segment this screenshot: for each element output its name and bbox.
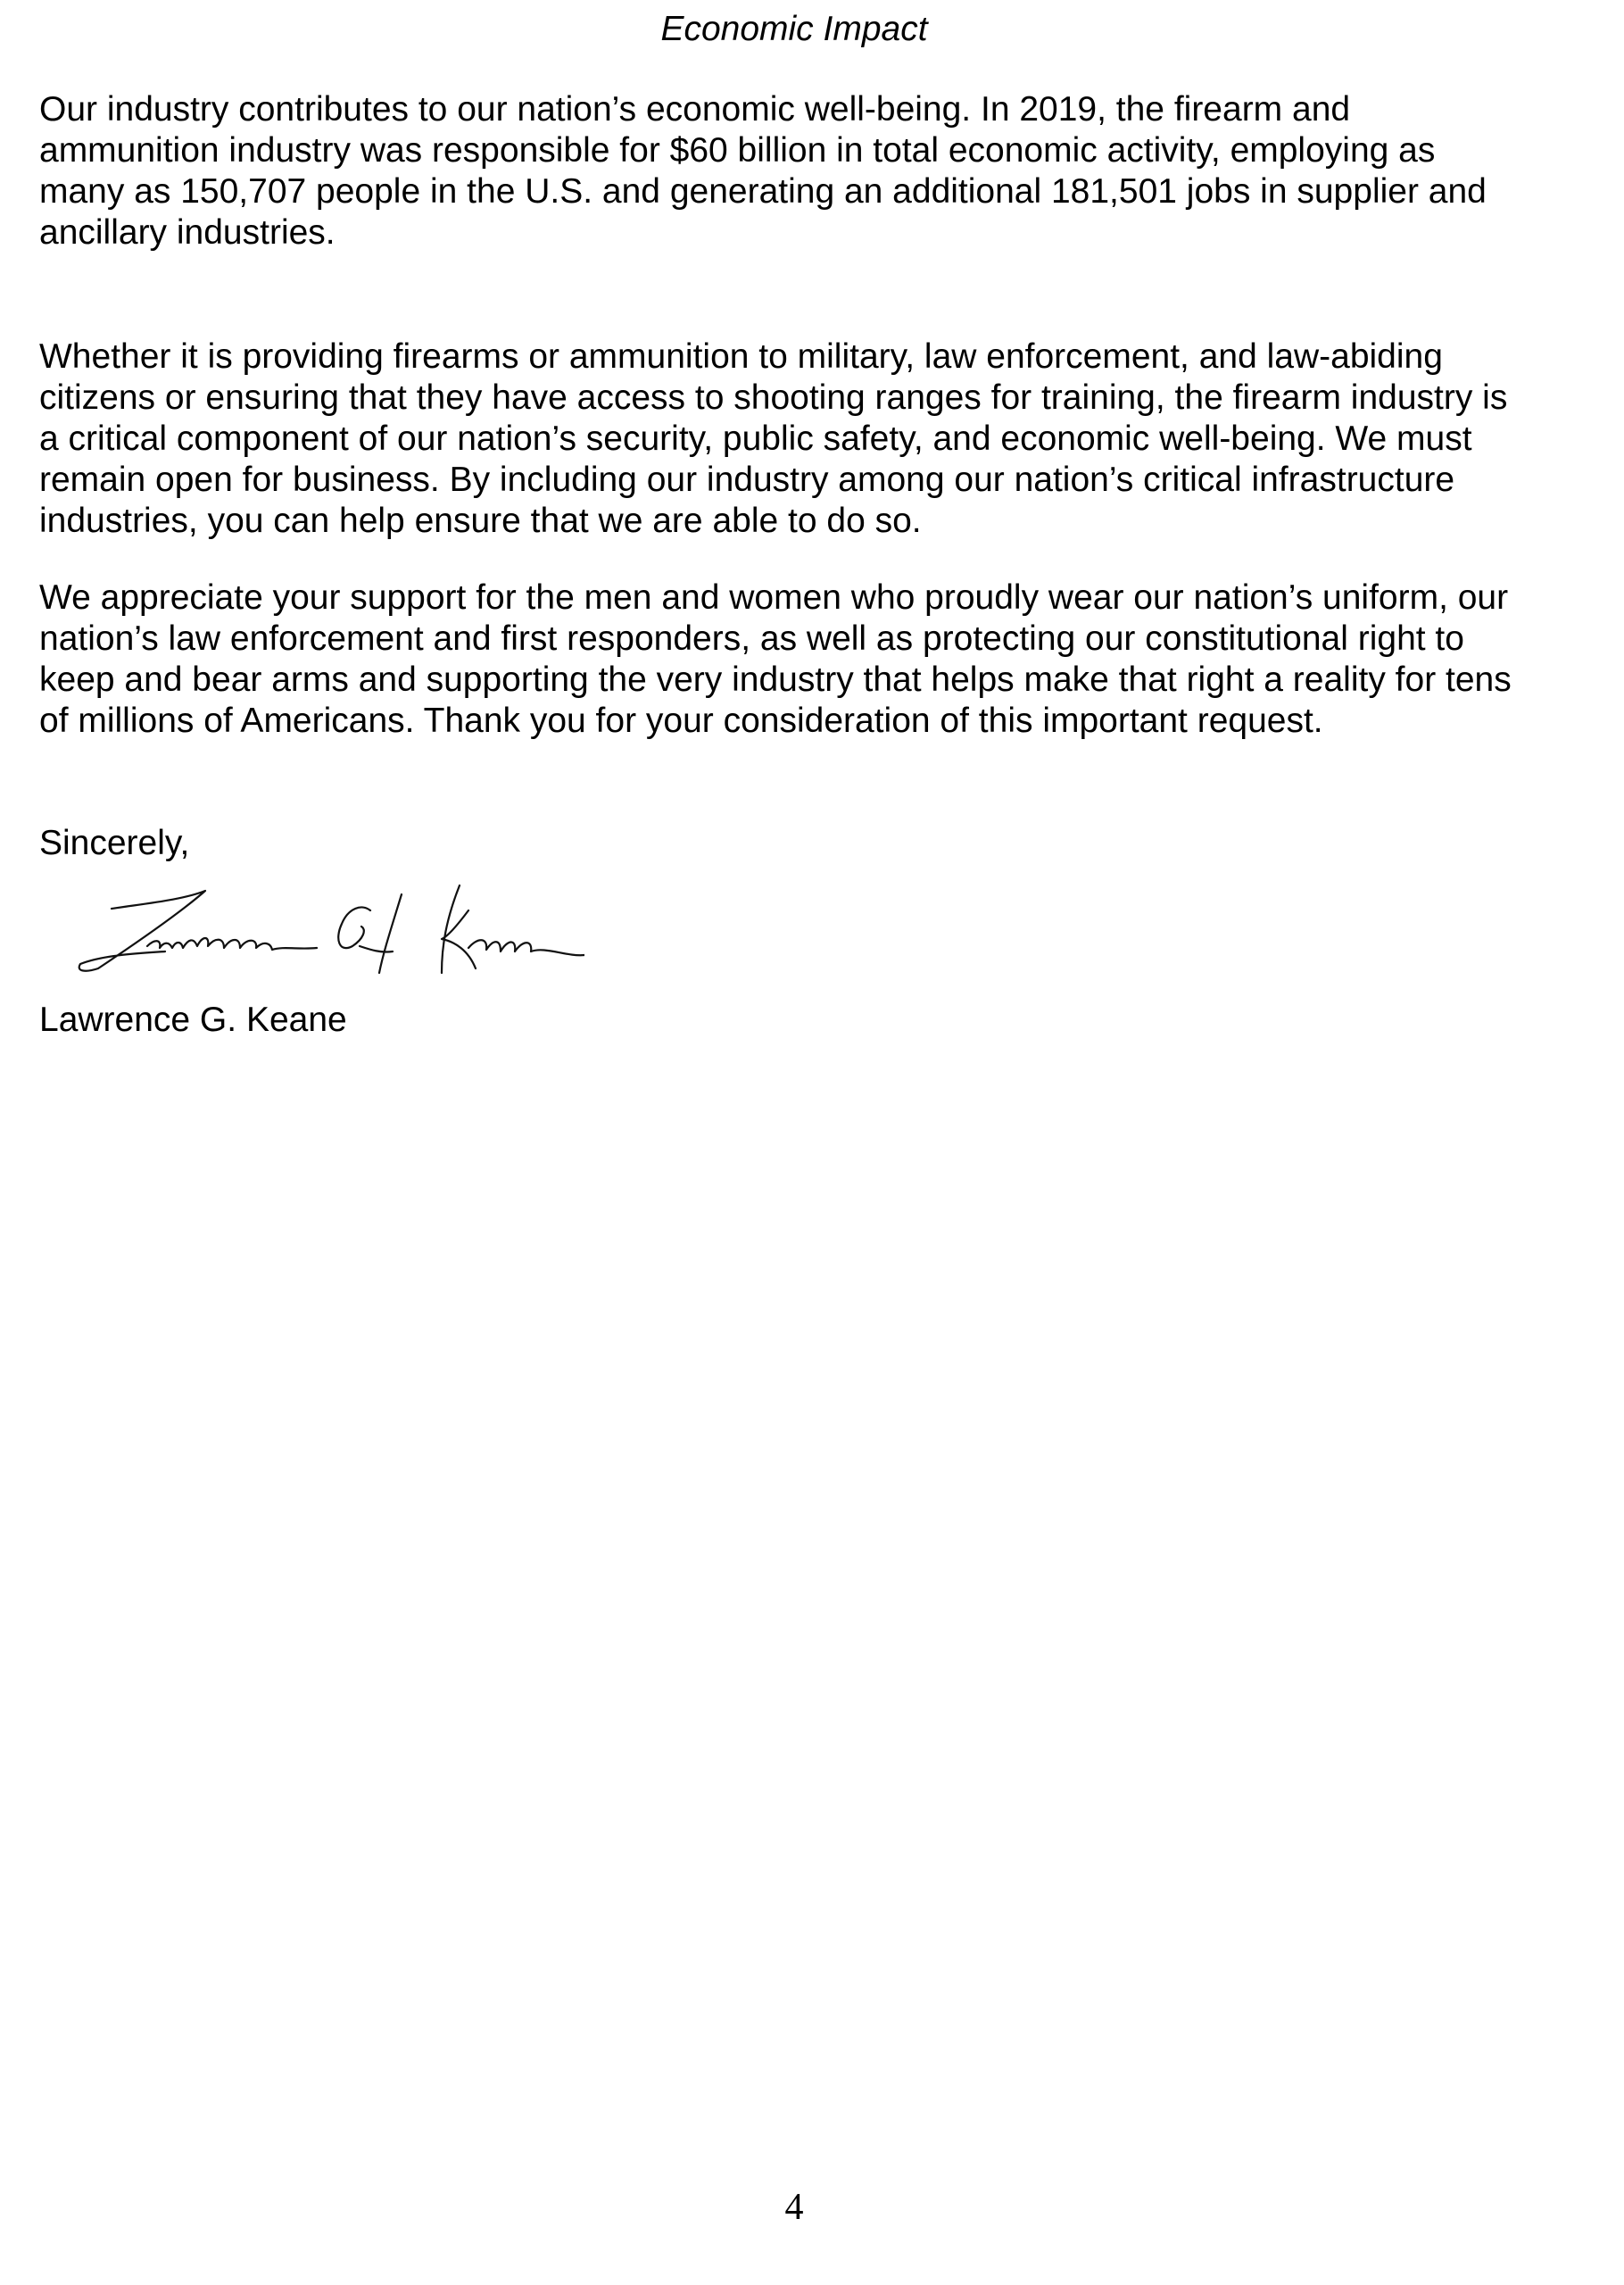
closing-salutation: Sincerely, <box>39 824 190 862</box>
signature-stroke <box>442 885 460 973</box>
signature-stroke <box>379 894 402 973</box>
paragraph-line: We appreciate your support for the men and women who proudly wear our nation’s uniform, our <box>39 578 1509 617</box>
signer-name: Lawrence G. Keane <box>39 1001 347 1039</box>
paragraph-line: remain open for business. By including our industry among our nation’s critical infrastructure <box>39 461 1455 499</box>
signature-stroke <box>468 940 584 955</box>
page-number: 4 <box>784 2187 804 2228</box>
paragraph-line: a critical component of our nation’s security, public safety, and economic well-being. We must <box>39 420 1472 458</box>
signature-stroke <box>79 891 205 971</box>
paragraph-line: ancillary industries. <box>39 213 336 252</box>
paragraph-line: citizens or ensuring that they have access to shooting ranges for training, the firearm industry is <box>39 378 1508 417</box>
paragraph-line: of millions of Americans. Thank you for your consideration of this important request. <box>39 702 1323 740</box>
paragraph-line: keep and bear arms and supporting the very industry that helps make that right a reality for tens <box>39 661 1512 699</box>
paragraph-line: ammunition industry was responsible for $60 billion in total economic activity, employing as <box>39 131 1436 170</box>
section-title: Economic Impact <box>660 10 928 48</box>
paragraph-line: Our industry contributes to our nation’s economic well-being. In 2019, the firearm and <box>39 90 1351 129</box>
paragraph-economic-activity <box>39 89 1592 253</box>
paragraph-critical-infrastructure <box>39 337 1592 542</box>
paragraph-appreciation <box>39 577 1592 742</box>
signature-stroke <box>442 910 476 968</box>
paragraph-line: many as 150,707 people in the U.S. and generating an additional 181,501 jobs in supplier and <box>39 172 1487 211</box>
paragraph-line: Whether it is providing firearms or ammunition to military, law enforcement, and law-abiding <box>39 337 1443 376</box>
paragraph-line: industries, you can help ensure that we are able to do so. <box>39 502 922 540</box>
signature-icon <box>49 884 584 977</box>
signature-stroke <box>338 907 393 951</box>
paragraph-line: nation’s law enforcement and first responders, as well as protecting our constitutional right to <box>39 619 1464 658</box>
signature-stroke <box>147 938 317 950</box>
